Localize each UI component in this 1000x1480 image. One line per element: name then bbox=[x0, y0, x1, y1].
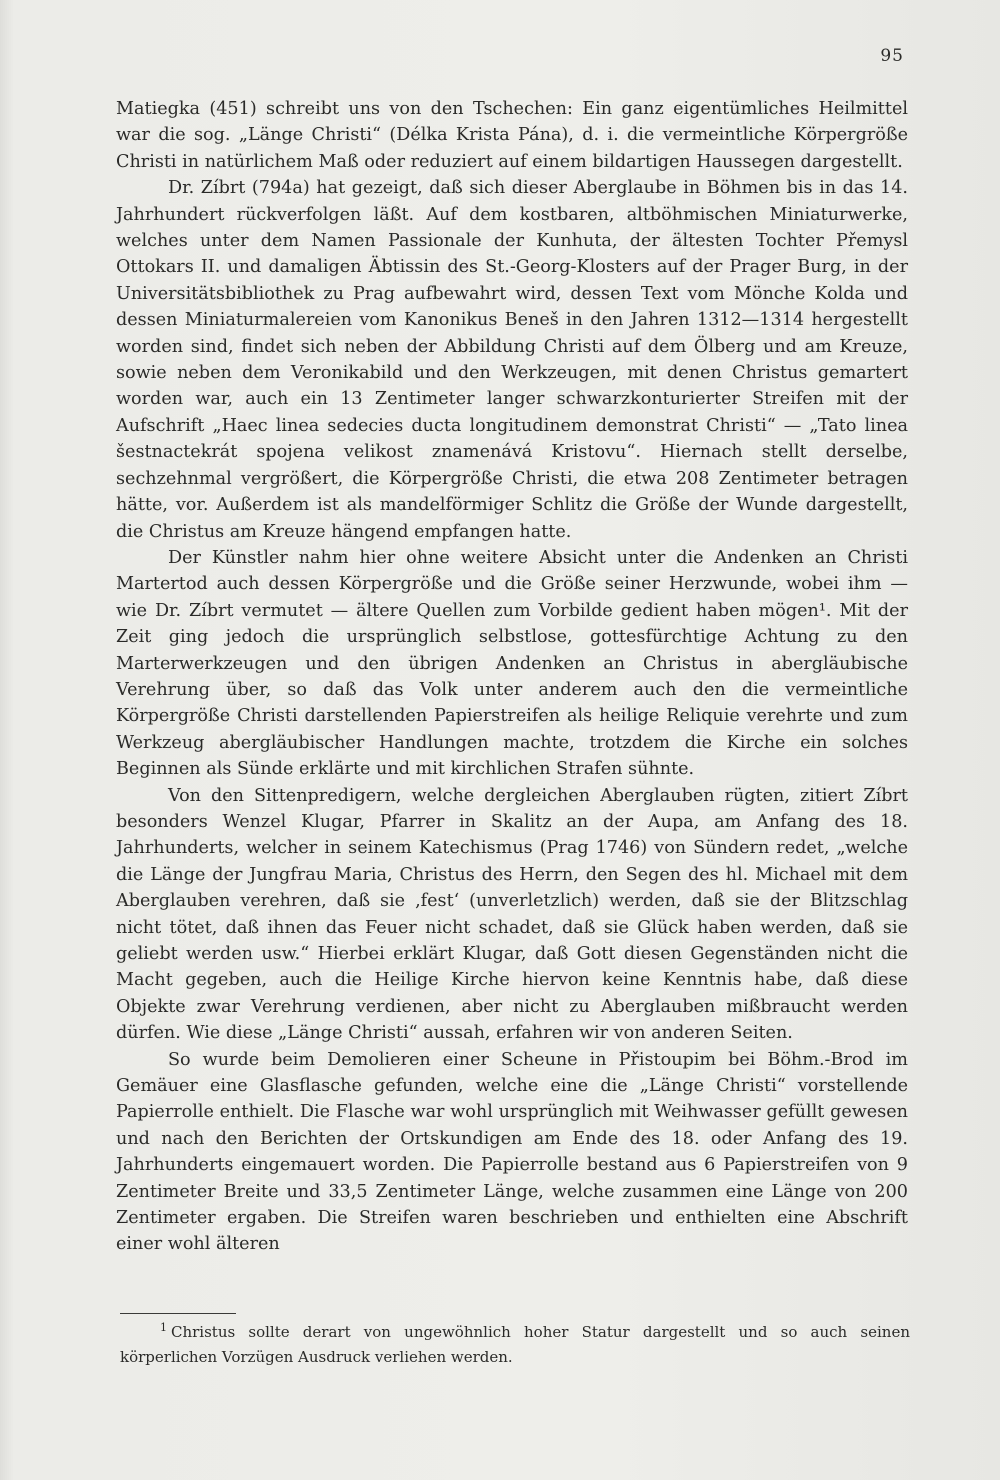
footnote-divider bbox=[120, 1313, 236, 1314]
footnote bbox=[120, 1320, 910, 1370]
paragraph: So wurde beim Demolieren einer Scheune in Přistoupim bei Böhm.-Brod im Gemäuer eine Glasflasche gefunden, welche eine die „Länge Christi“ vorstellende Papierrolle enthielt. Die Flasche war wohl ursprünglich mit Weihwasser gefüllt gewesen und nach den Berichten der Ortskundigen am Ende des 18. oder Anfang des 19. Jahrhunderts eingemauert worden. Die Papierrolle bestand aus 6 Papierstreifen von 9 Zentimeter Breite und 33,5 Zentimeter Länge, welche zusammen eine Länge von 200 Zentimeter ergaben. Die Streifen waren beschrieben und enthielten eine Abschrift einer wohl älteren bbox=[116, 1049, 908, 1255]
body-text bbox=[116, 96, 908, 1258]
footnote-marker: 1 bbox=[160, 1321, 167, 1334]
paragraph: Von den Sittenpredigern, welche dergleichen Aberglauben rügten, zitiert Zíbrt besonders Wenzel Klugar, Pfarrer in Skalitz an der Aupa, am Anfang des 18. Jahrhunderts, welcher in seinem Katechismus (Prag 1746) von Sündern redet, „welche die Länge der Jungfrau Maria, Christus des Herrn, den Segen des hl. Michael mit dem Aberglauben verehren, daß sie ‚fest‘ (unverletzlich) werden, daß sie der Blitzschlag nicht tötet, daß ihnen das Feuer nicht schadet, daß sie Glück haben werden, daß sie geliebt werden usw.“ Hierbei erklärt Klugar, daß Gott diesen Gegenständen nicht die Macht gegeben, auch die Heilige Kirche hiervon keine Kenntnis habe, daß diese Objekte zwar Verehrung verdienen, aber nicht zu Aberglauben mißbraucht werden dürfen. Wie diese „Länge Christi“ aussah, erfahren wir von anderen Seiten. bbox=[116, 785, 908, 1044]
page-number: 95 bbox=[880, 46, 904, 66]
paragraph: Matiegka (451) schreibt uns von den Tschechen: Ein ganz eigentümliches Heilmittel war die sog. „Länge Christi“ (Délka Krista Pána), d. i. die vermeintliche Körpergröße Christi in natürlichem Maß oder reduziert auf einem bildartigen Haussegen dargestellt. bbox=[116, 99, 908, 172]
paragraph: Dr. Zíbrt (794a) hat gezeigt, daß sich dieser Aberglaube in Böhmen bis in das 14. Jahrhundert rückverfolgen läßt. Auf dem kostbaren, altböhmischen Miniaturwerke, welches unter dem Namen Passionale der Kunhuta, der ältesten Tochter Přemysl Ottokars II. und damaligen Äbtissin des St.-Georg-Klosters auf der Prager Burg, in der Universitätsbibliothek zu Prag aufbewahrt wird, dessen Text vom Mönche Kolda und dessen Miniaturmalereien vom Kanonikus Beneš in den Jahren 1312—1314 hergestellt worden sind, findet sich neben der Abbildung Christi auf dem Ölberg und am Kreuze, sowie neben dem Veronikabild und den Werkzeugen, mit denen Christus gemartert worden war, auch ein 13 Zentimeter langer schwarzkonturierter Streifen mit der Aufschrift „Haec linea sedecies ducta longitudinem demonstrat Christi“ — „Tato linea šestnactekrát spojena velikost znamenává Kristovu“. Hiernach stellt derselbe, sechzehnmal vergrößert, die Körpergröße Christi, die etwa 208 Zentimeter betragen hätte, vor. Außerdem ist als mandelförmiger Schlitz die Größe der Wunde dargestellt, die Christus am Kreuze hängend empfangen hatte. bbox=[116, 178, 908, 542]
paragraph: Der Künstler nahm hier ohne weitere Absicht unter die Andenken an Christi Martertod auch dessen Körpergröße und die Größe seiner Herzwunde, wobei ihm — wie Dr. Zíbrt vermutet — ältere Quellen zum Vorbilde gedient haben mögen¹. Mit der Zeit ging jedoch die ursprünglich selbstlose, gottesfürchtige Achtung zu den Marterwerkzeugen und den übrigen Andenken an Christus in abergläubische Verehrung über, so daß das Volk unter anderem auch den die vermeintliche Körpergröße Christi darstellenden Papierstreifen als heilige Reliquie verehrte und zum Werkzeug abergläubischer Handlungen machte, trotzdem die Kirche ein solches Beginnen als Sünde erklärte und mit kirchlichen Strafen sühnte. bbox=[116, 547, 908, 780]
footnote-text: Christus sollte derart von ungewöhnlich hoher Statur dargestellt und so auch seinen körperlichen Vorzügen Ausdruck verliehen werden. bbox=[120, 1323, 910, 1366]
